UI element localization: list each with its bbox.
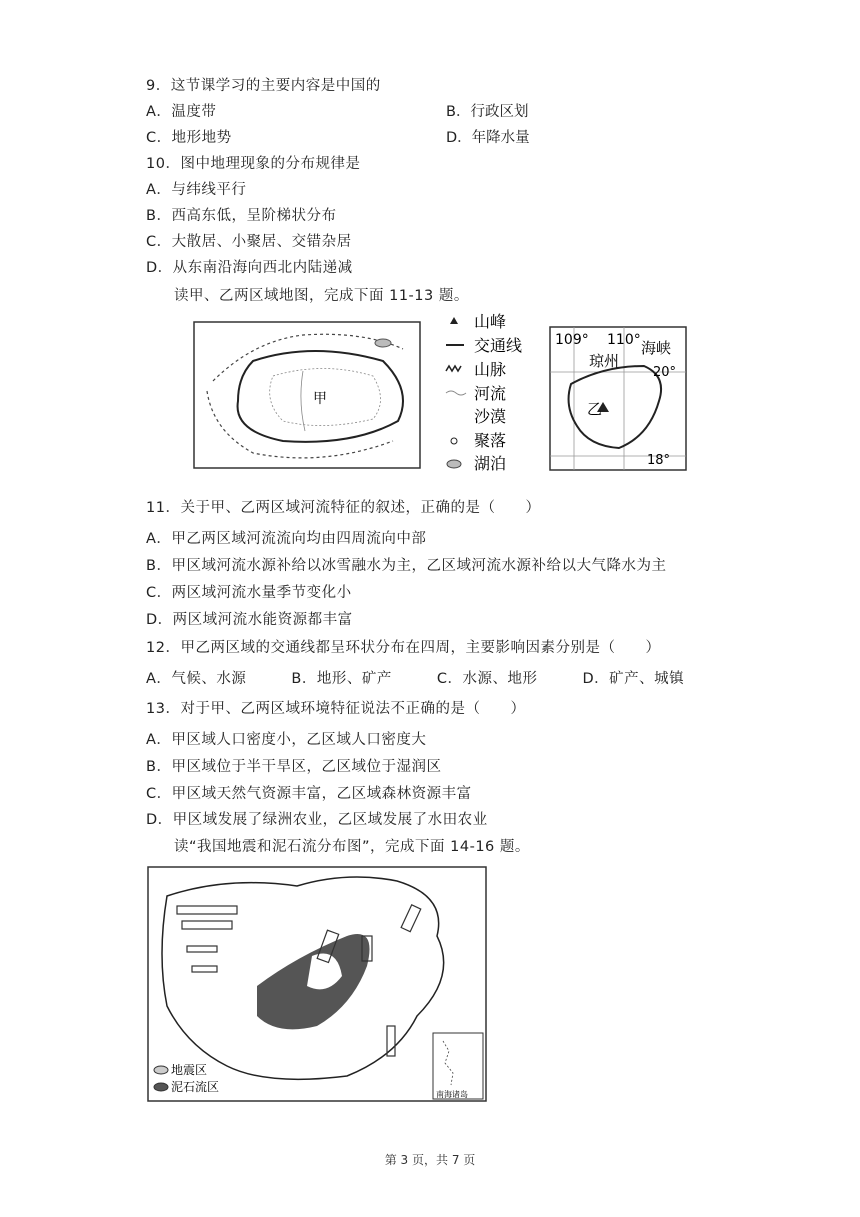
map-region-yi: [549, 326, 687, 471]
intro-11-13: 读甲、乙两区域地图，完成下面 11-13 题。: [174, 288, 469, 304]
map1-city: 琼州: [589, 352, 620, 370]
q10-option-d: D．从东南沿海向西北内陆递减: [146, 260, 353, 276]
legend-mountain: 山脉: [474, 360, 507, 379]
q11-option-d: D．两区域河流水能资源都丰富: [146, 612, 353, 628]
map2-inset-label: 南海诸岛: [436, 1090, 468, 1099]
map1-label-yi: 乙: [587, 400, 603, 418]
legend-desert: 沙漠: [474, 407, 507, 426]
q10-option-c: C．大散居、小聚居、交错杂居: [146, 234, 352, 250]
map1-legend: [440, 309, 540, 471]
q9-option-b: B．行政区划: [446, 104, 529, 120]
q12-stem: 12．甲乙两区域的交通线都呈环状分布在四周，主要影响因素分别是（ ）: [146, 640, 661, 656]
q11-option-b: B．甲区域河流水源补给以冰雪融水为主，乙区域河流水源补给以大气降水为主: [146, 558, 667, 574]
legend-settlement: 聚落: [474, 431, 507, 450]
q9-option-c: C．地形地势: [146, 130, 232, 146]
legend-lake: 湖泊: [474, 454, 507, 471]
q9-option-a: A．温度带: [146, 104, 217, 120]
map1-lon-109: 109°: [555, 332, 589, 348]
q10-option-b: B．西高东低，呈阶梯状分布: [146, 208, 337, 224]
intro-14-16: 读“我国地震和泥石流分布图”，完成下面 14-16 题。: [174, 839, 530, 855]
map1-lat-18: 18°: [647, 453, 671, 468]
q10-option-a: A．与纬线平行: [146, 182, 247, 198]
map1-lat-20: 20°: [653, 365, 677, 380]
q13-option-a: A．甲区域人口密度小，乙区域人口密度大: [146, 732, 427, 748]
q13-option-d: D．甲区域发展了绿洲农业，乙区域发展了水田农业: [146, 812, 488, 828]
legend-river: 河流: [474, 384, 507, 403]
map1-strait: 海峡: [641, 339, 672, 357]
q13-option-b: B．甲区域位于半干旱区，乙区域位于湿润区: [146, 759, 442, 775]
q10-stem: 10．图中地理现象的分布规律是: [146, 156, 361, 172]
q9-option-d: D．年降水量: [446, 130, 530, 146]
q11-stem: 11．关于甲、乙两区域河流特征的叙述，正确的是（ ）: [146, 500, 541, 516]
q9-stem: 9．这节课学习的主要内容是中国的: [146, 78, 381, 94]
q11-option-a: A．甲乙两区域河流流向均由四周流向中部: [146, 531, 427, 547]
map1-label-jia: 甲: [313, 391, 327, 407]
q13-option-c: C．甲区域天然气资源丰富，乙区域森林资源丰富: [146, 786, 472, 802]
map2-legend-debris: 泥石流区: [171, 1080, 220, 1094]
q13-stem: 13．对于甲、乙两区域环境特征说法不正确的是（ ）: [146, 701, 526, 717]
q11-option-c: C．两区域河流水量季节变化小: [146, 585, 352, 601]
page-footer: 第 3 页，共 7 页: [384, 1153, 476, 1167]
legend-peak: 山峰: [474, 312, 507, 331]
legend-road: 交通线: [474, 336, 523, 355]
q12-options: A．气候、水源 B．地形、矿产 C．水源、地形 D．矿产、城镇: [146, 671, 685, 687]
map1-lon-110: 110°: [607, 332, 641, 348]
map2-legend-earthquake: 地震区: [171, 1063, 208, 1077]
map-earthquake-debris: [147, 866, 487, 1102]
map-region-jia: [193, 321, 421, 469]
